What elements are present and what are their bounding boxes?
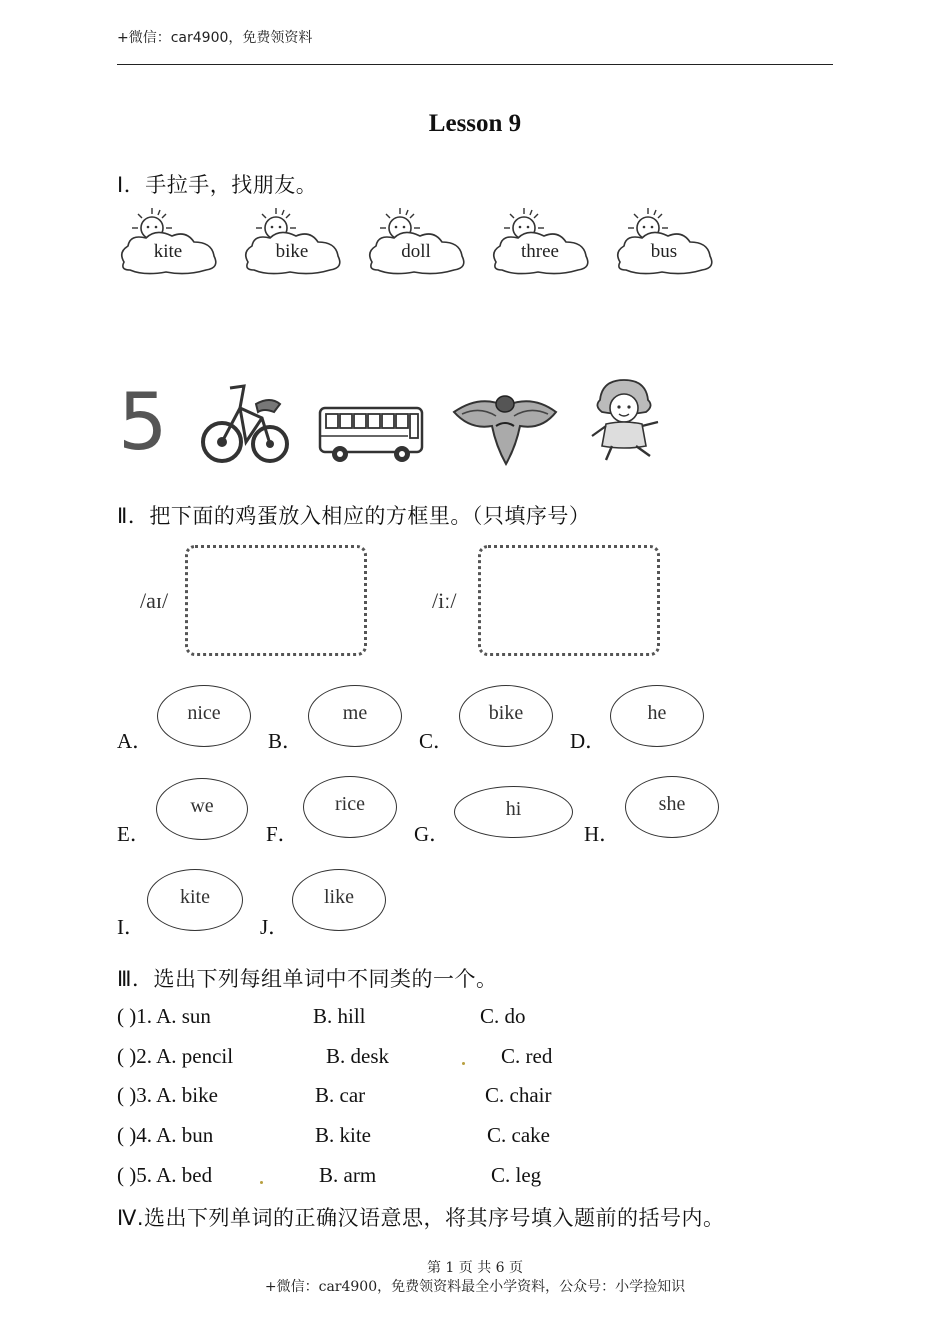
question-row [117, 1083, 817, 1109]
question-stem: ( )4. A. bun [117, 1123, 214, 1147]
answer-box-ai[interactable] [185, 545, 367, 656]
option-c: C. chair [485, 1083, 552, 1107]
cloud-word: bus [650, 241, 678, 262]
doll-icon [584, 376, 670, 466]
question-row [117, 1123, 817, 1149]
cloud-word: kite [153, 241, 183, 262]
option-c: C. do [480, 1004, 526, 1028]
option-b: B. arm [319, 1163, 377, 1187]
cloud-word: doll [401, 241, 431, 262]
question-row [117, 1004, 817, 1030]
word-cloud [488, 204, 592, 280]
option-b: B. desk [326, 1044, 389, 1068]
egg-option[interactable] [147, 869, 243, 931]
kite-icon [450, 386, 560, 468]
word-cloud [364, 204, 468, 280]
section-4-heading: Ⅳ.选出下列单词的正确汉语意思，将其序号填入题前的括号内。 [117, 1206, 725, 1230]
option-b: B. kite [315, 1123, 371, 1147]
egg-label: H． [584, 822, 621, 846]
answer-box-ii[interactable] [478, 545, 660, 656]
egg-label: I． [117, 915, 145, 939]
egg-option[interactable] [308, 685, 402, 747]
egg-word: hi [505, 798, 522, 821]
egg-label: F． [266, 822, 299, 846]
egg-word: he [647, 702, 667, 725]
egg-option[interactable] [292, 869, 386, 931]
header-note: +微信：car4900，免费领资料 [117, 30, 313, 46]
option-b: B. car [315, 1083, 366, 1107]
egg-label: G． [414, 822, 451, 846]
egg-option[interactable] [303, 776, 397, 838]
egg-word: we [190, 795, 214, 818]
question-row [117, 1163, 817, 1189]
egg-word: kite [180, 886, 210, 909]
egg-option[interactable] [610, 685, 704, 747]
egg-label: E． [117, 822, 151, 846]
egg-label: C． [419, 729, 455, 753]
stray-mark [260, 1181, 263, 1184]
word-cloud [240, 204, 344, 280]
word-cloud [612, 204, 716, 280]
cloud-word: three [521, 241, 559, 262]
question-stem: ( )5. A. bed [117, 1163, 213, 1187]
question-stem: ( )3. A. bike [117, 1083, 218, 1107]
question-stem: ( )2. A. pencil [117, 1044, 234, 1068]
egg-label: B． [268, 729, 304, 753]
egg-label: D． [570, 729, 607, 753]
header-divider [117, 64, 833, 65]
stray-mark [462, 1062, 465, 1065]
number-five-text: 5 [118, 378, 168, 468]
bus-icon [316, 402, 426, 468]
page-title: Lesson 9 [428, 110, 522, 137]
egg-option[interactable] [454, 786, 573, 838]
page-number: 第 1 页 共 6 页 [426, 1260, 524, 1276]
section-2-heading: Ⅱ．把下面的鸡蛋放入相应的方框里。（只填序号） [117, 504, 591, 528]
section-3-heading: Ⅲ．选出下列每组单词中不同类的一个。 [117, 967, 498, 991]
question-stem: ( )1. A. sun [117, 1004, 211, 1028]
egg-option[interactable] [156, 778, 248, 840]
egg-label: J． [260, 915, 290, 939]
question-row [117, 1044, 817, 1070]
egg-word: she [658, 793, 686, 816]
word-cloud [116, 204, 220, 280]
option-c: C. red [501, 1044, 553, 1068]
sound-label-ii: /iː/ [432, 588, 457, 613]
egg-word: nice [187, 702, 221, 725]
egg-option[interactable] [625, 776, 719, 838]
egg-option[interactable] [157, 685, 251, 747]
option-c: C. cake [487, 1123, 550, 1147]
egg-word: rice [335, 793, 365, 816]
cloud-word: bike [275, 241, 309, 262]
option-b: B. hill [313, 1004, 366, 1028]
option-c: C. leg [491, 1163, 542, 1187]
egg-label: A． [117, 729, 154, 753]
egg-word: like [324, 886, 354, 909]
number-five-icon [118, 378, 178, 468]
section-1-heading: I．手拉手，找朋友。 [117, 173, 318, 197]
egg-word: me [342, 702, 368, 725]
sound-label-ai: /aɪ/ [140, 588, 169, 613]
bicycle-icon [200, 378, 294, 468]
egg-option[interactable] [459, 685, 553, 747]
egg-word: bike [488, 702, 524, 725]
footer-note: +微信：car4900，免费领资料最全小学资料，公众号：小学捡知识 [264, 1279, 686, 1295]
